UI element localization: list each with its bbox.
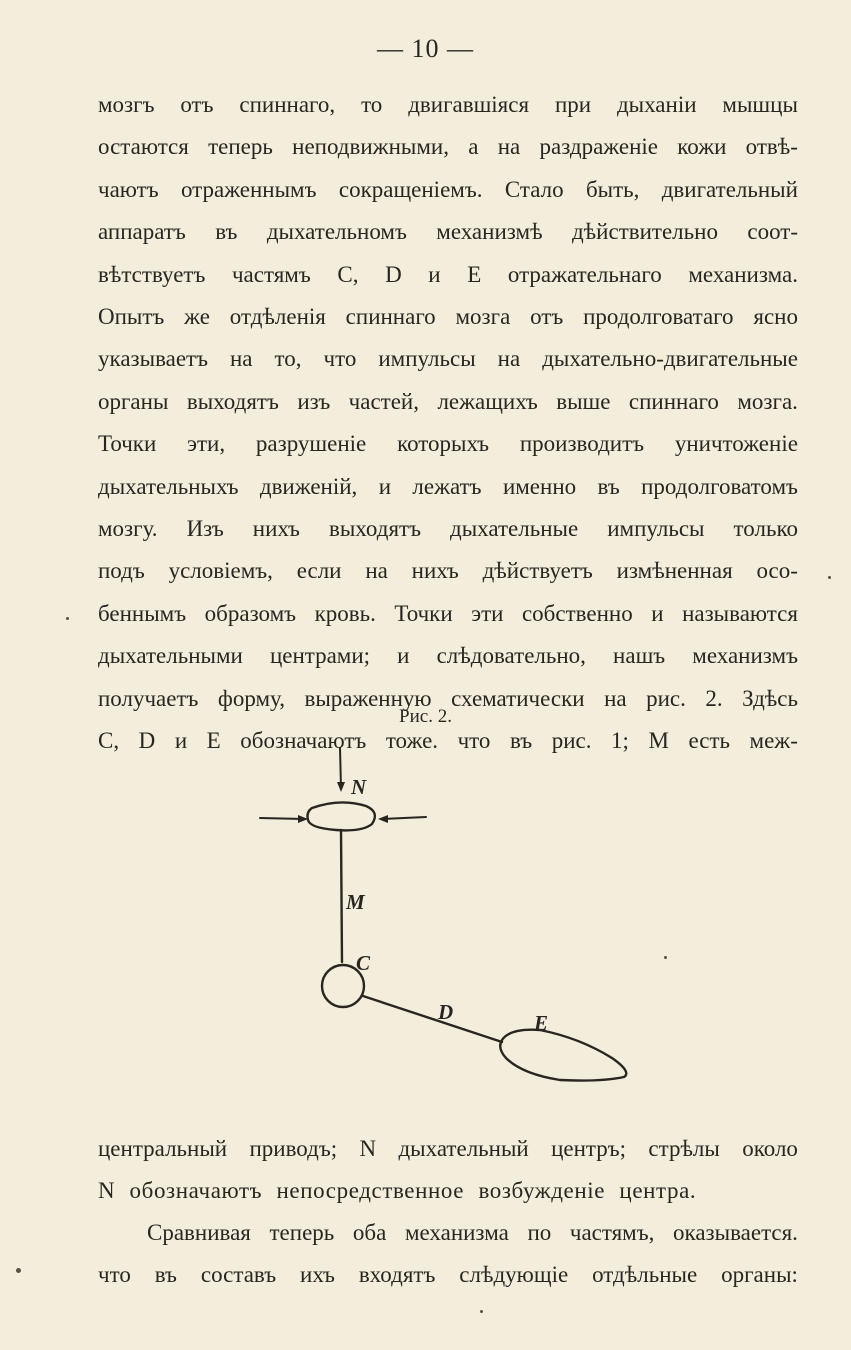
arrow-right-head	[378, 815, 388, 823]
text-line: Точки эти, разрушеніе которыхъ производитъ уничтоженіе	[98, 431, 798, 457]
text-line: мозгу. Изъ нихъ выходятъ дыхательные импульсы только	[98, 516, 798, 541]
page-number: — 10 —	[377, 34, 474, 63]
figure-diagram	[240, 740, 660, 1100]
text-line: С, D и Е обозначаютъ тоже. что въ рис. 1; М есть меж-	[98, 728, 798, 753]
ink-speck	[828, 576, 831, 579]
text-line: подъ условіемъ, если на нихъ дѣйствуетъ измѣненная осо-	[98, 558, 798, 584]
text-line: вѣтствуетъ частямъ С, D и Е отражательнаго механизма.	[98, 261, 798, 287]
text-line: Сравнивая теперь оба механизма по частямъ, оказывается.	[147, 1220, 798, 1245]
ink-speck	[66, 617, 69, 620]
organ-E	[500, 1030, 626, 1081]
ink-speck	[664, 956, 667, 959]
ink-speck	[16, 1268, 21, 1273]
arrow-right	[382, 817, 426, 819]
text-line: Опытъ же отдѣленія спиннаго мозга отъ продолговатаго ясно	[98, 304, 798, 329]
label-N: N	[351, 775, 367, 799]
arrow-left	[260, 818, 304, 819]
text-line: что въ составъ ихъ входятъ слѣдующіе отдѣльные органы:	[98, 1262, 798, 1287]
text-line: дыхательныхъ движеній, и лежатъ именно въ продолговатомъ	[98, 473, 798, 499]
connector-M	[341, 830, 342, 962]
text-line: дыхательными центрами; и слѣдовательно, нашъ механизмъ	[98, 643, 798, 669]
text-line: центральный приводъ; N дыхательный центръ; стрѣлы около	[98, 1136, 798, 1161]
arrow-top-head	[337, 782, 345, 792]
text-line: аппаратъ въ дыхательномъ механизмѣ дѣйствительно соот-	[98, 219, 798, 245]
text-line: N обозначаютъ непосредственное возбужденіе центра.	[98, 1178, 697, 1203]
text-line: органы выходятъ изъ частей, лежащихъ выше спиннаго мозга.	[98, 388, 798, 414]
text-line: беннымъ образомъ кровь. Точки эти собственно и называются	[98, 600, 798, 626]
connector-D	[363, 996, 502, 1042]
text-line: указываетъ на то, что импульсы на дыхательно-двигательные	[98, 346, 798, 372]
text-line: мозгъ отъ спиннаго, то двигавшіяся при дыханіи мышцы	[98, 92, 798, 117]
text-line: чаютъ отраженнымъ сокращеніемъ. Стало быть, двигательный	[98, 176, 798, 202]
figure-caption: Рис. 2.	[399, 706, 452, 727]
center-N-shape	[308, 802, 375, 830]
text-line: получаетъ форму, выраженную схематически на рис. 2. Здѣсь	[98, 685, 798, 711]
label-M: M	[346, 890, 365, 914]
label-D: D	[438, 1000, 454, 1024]
ink-speck	[480, 1310, 483, 1313]
label-C: C	[356, 951, 371, 975]
label-E: E	[534, 1011, 549, 1035]
text-line: остаются теперь неподвижными, а на раздраженіе кожи отвѣ-	[98, 134, 798, 160]
